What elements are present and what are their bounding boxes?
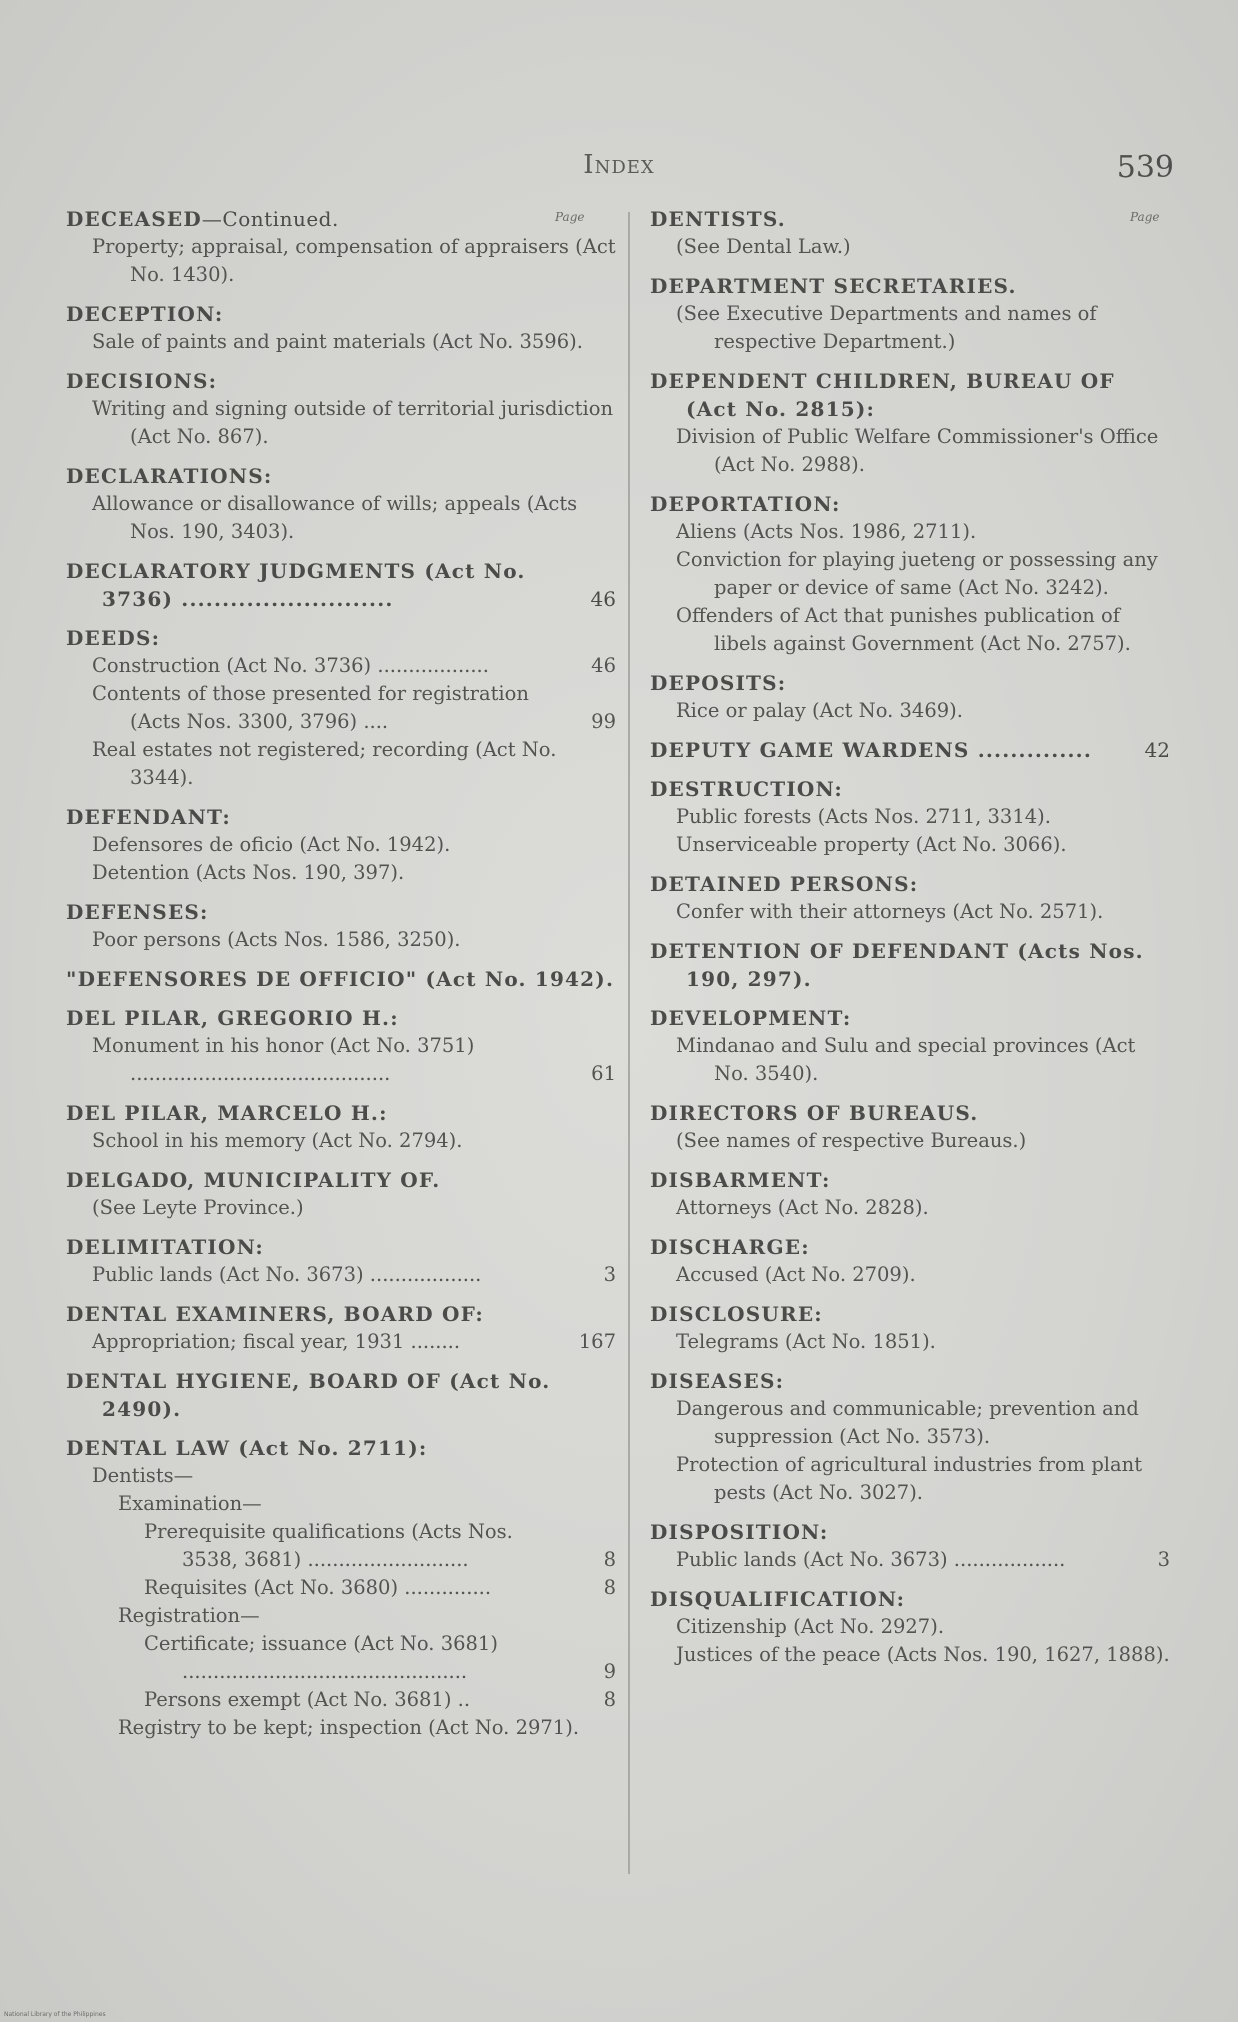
sub-entry	[66, 1032, 616, 1088]
sub-entry-text: Real estates not registered; recording (Act No. 3344).	[92, 738, 557, 789]
sub-entry	[66, 1574, 616, 1602]
entry-heading-text: DELGADO, MUNICIPALITY OF.	[66, 1168, 441, 1192]
entry-heading-text: DECEASED	[66, 207, 202, 231]
sub-entry-text: Public lands (Act No. 3673) ..................	[676, 1548, 1066, 1571]
page-ref: 8	[603, 1576, 616, 1599]
entry-heading-text: DENTAL HYGIENE, BOARD OF (Act No. 2490).	[66, 1369, 551, 1421]
entry-heading	[650, 1518, 1170, 1546]
sub-entry-text: Unserviceable property (Act No. 3066).	[676, 833, 1067, 856]
sub-entry-text: Public forests (Acts Nos. 2711, 3314).	[676, 805, 1051, 828]
entry-heading	[66, 462, 616, 490]
page-ref: 9	[603, 1660, 616, 1683]
index-entry	[650, 205, 1170, 261]
sub-entry	[66, 233, 616, 289]
entry-heading	[66, 965, 616, 993]
sub-entry	[650, 1127, 1170, 1155]
index-entry	[66, 205, 616, 289]
entry-heading	[66, 1099, 616, 1127]
sub-entry	[650, 423, 1170, 479]
entry-heading	[66, 1367, 616, 1423]
sub-entry-text: Mindanao and Sulu and special provinces (Act No. 3540).	[676, 1034, 1136, 1085]
index-entry	[650, 1166, 1170, 1222]
entry-heading	[66, 803, 616, 831]
sub-entry-text: Protection of agricultural industries from plant pests (Act No. 3027).	[676, 1453, 1143, 1504]
sub-entry	[650, 1613, 1170, 1641]
index-entry	[66, 1166, 616, 1222]
page-number: 539	[1116, 150, 1174, 185]
entry-heading-text: DEPUTY GAME WARDENS ..............	[650, 738, 1093, 762]
sub-entry	[650, 1641, 1170, 1669]
sub-entry-text: Persons exempt (Act No. 3681) ..	[144, 1688, 471, 1711]
index-entry	[650, 1004, 1170, 1088]
sub-entry-text: Confer with their attorneys (Act No. 2571).	[676, 900, 1104, 923]
sub-entry-text: Attorneys (Act No. 2828).	[676, 1196, 929, 1219]
index-entry	[66, 367, 616, 451]
column-divider	[628, 212, 630, 1874]
sub-entry-text: School in his memory (Act No. 2794).	[92, 1129, 463, 1152]
sub-entry	[66, 652, 616, 680]
entry-heading	[66, 205, 616, 233]
page-column-label-left: Page	[555, 210, 585, 224]
index-entry	[650, 1518, 1170, 1574]
entry-heading	[650, 937, 1170, 993]
footer-credit: National Library of the Philippines	[4, 2011, 106, 2018]
entry-heading-text: DECEPTION:	[66, 302, 224, 326]
entry-heading	[650, 1585, 1170, 1613]
sub-entry	[650, 546, 1170, 602]
index-entry	[650, 490, 1170, 658]
entry-heading	[66, 1004, 616, 1032]
sub-entry-text: Citizenship (Act No. 2927).	[676, 1615, 945, 1638]
sub-entry-text: (See Leyte Province.)	[92, 1196, 304, 1219]
sub-entry-text: Property; appraisal, compensation of appraisers (Act No. 1430).	[92, 235, 616, 286]
sub-entry	[66, 1630, 616, 1686]
sub-entry	[66, 1328, 616, 1356]
sub-entry-text: Aliens (Acts Nos. 1986, 2711).	[676, 520, 977, 543]
index-entry	[66, 624, 616, 792]
entry-heading	[650, 1367, 1170, 1395]
entry-heading	[650, 870, 1170, 898]
entry-heading-text: DEEDS:	[66, 626, 161, 650]
page-ref: 3	[603, 1263, 616, 1286]
entry-heading	[66, 300, 616, 328]
sub-entry	[66, 1261, 616, 1289]
entry-heading	[650, 490, 1170, 518]
page-column-label-right: Page	[1130, 210, 1160, 224]
sub-entry	[650, 803, 1170, 831]
sub-entry	[66, 1462, 616, 1490]
entry-heading-text: DISPOSITION:	[650, 1520, 829, 1544]
index-entry	[66, 803, 616, 887]
index-entry	[66, 965, 616, 993]
sub-entry	[66, 1127, 616, 1155]
index-entry	[650, 272, 1170, 356]
sub-entry-text: Offenders of Act that punishes publication of libels against Government (Act No. 2757).	[676, 604, 1131, 655]
entry-heading-text: DECLARATORY JUDGMENTS (Act No. 3736) ..........................	[66, 559, 526, 611]
index-entry	[650, 736, 1170, 764]
sub-entry-text: Conviction for playing jueteng or possessing any paper or device of same (Act No. 3242).	[676, 548, 1158, 599]
index-entry	[650, 1367, 1170, 1507]
index-entry	[66, 300, 616, 356]
entry-heading-text: DEPOSITS:	[650, 671, 787, 695]
sub-entry	[66, 1714, 616, 1742]
entry-heading	[66, 557, 616, 613]
index-entry	[66, 1099, 616, 1155]
page-ref: 46	[590, 587, 616, 611]
index-entry	[66, 557, 616, 613]
index-entry	[650, 937, 1170, 993]
page-ref: 61	[591, 1062, 616, 1085]
entry-heading	[650, 205, 1170, 233]
sub-entry	[650, 1194, 1170, 1222]
sub-entry	[66, 926, 616, 954]
entry-heading	[650, 1099, 1170, 1127]
entry-heading	[66, 1300, 616, 1328]
sub-entry-text: Division of Public Welfare Commissioner's Office (Act No. 2988).	[676, 425, 1159, 476]
entry-heading	[650, 775, 1170, 803]
sub-entry	[66, 1686, 616, 1714]
entry-heading-text: DEL PILAR, MARCELO H.:	[66, 1101, 388, 1125]
entry-heading-text: DEPENDENT CHILDREN, BUREAU OF (Act No. 2815):	[650, 369, 1115, 421]
sub-entry-text: Writing and signing outside of territorial jurisdiction (Act No. 867).	[92, 397, 614, 448]
entry-heading-text: DESTRUCTION:	[650, 777, 843, 801]
index-entry	[650, 775, 1170, 859]
sub-entry-text: Sale of paints and paint materials (Act No. 3596).	[92, 330, 583, 353]
sub-entry	[650, 233, 1170, 261]
sub-entry-text: Accused (Act No. 2709).	[676, 1263, 916, 1286]
sub-entry	[650, 1546, 1170, 1574]
sub-entry-text: Poor persons (Acts Nos. 1586, 3250).	[92, 928, 461, 951]
sub-entry-text: Requisites (Act No. 3680) ..............	[144, 1576, 492, 1599]
sub-entry-text: Public lands (Act No. 3673) ..................	[92, 1263, 482, 1286]
index-entry	[650, 367, 1170, 479]
entry-heading	[66, 624, 616, 652]
entry-heading-text: DEPORTATION:	[650, 492, 841, 516]
sub-entry-text: (See Dental Law.)	[676, 235, 851, 258]
index-entry	[650, 669, 1170, 725]
sub-entry	[650, 831, 1170, 859]
entry-heading	[650, 1166, 1170, 1194]
entry-heading	[650, 1004, 1170, 1032]
sub-entry	[66, 1194, 616, 1222]
page-ref: 3	[1157, 1548, 1170, 1571]
page-ref: 46	[591, 654, 616, 677]
entry-heading-text: DISCLOSURE:	[650, 1302, 823, 1326]
right-index-column	[650, 205, 1170, 1680]
entry-heading-text: DENTAL EXAMINERS, BOARD OF:	[66, 1302, 484, 1326]
entry-heading	[650, 1300, 1170, 1328]
entry-heading	[650, 1233, 1170, 1261]
sub-entry-text: Construction (Act No. 3736) ..................	[92, 654, 489, 677]
entry-heading-text: DISEASES:	[650, 1369, 785, 1393]
sub-entry	[650, 602, 1170, 658]
page-ref: 99	[591, 710, 616, 733]
entry-heading	[650, 736, 1170, 764]
entry-heading-text: DENTISTS.	[650, 207, 786, 231]
sub-entry-text: Certificate; issuance (Act No. 3681) ..............................................	[144, 1632, 498, 1683]
sub-entry-text: Allowance or disallowance of wills; appeals (Acts Nos. 190, 3403).	[92, 492, 578, 543]
entry-heading-text: DEFENDANT:	[66, 805, 232, 829]
running-head: Index	[583, 150, 655, 180]
index-entry	[650, 1300, 1170, 1356]
sub-entry-text: Monument in his honor (Act No. 3751) ..........................................	[92, 1034, 475, 1085]
index-entry	[66, 1004, 616, 1088]
sub-entry	[66, 1518, 616, 1574]
entry-heading-text: DEVELOPMENT:	[650, 1006, 852, 1030]
sub-entry	[650, 1395, 1170, 1451]
entry-heading	[66, 1166, 616, 1194]
sub-entry	[650, 518, 1170, 546]
index-entry	[66, 462, 616, 546]
sub-entry	[66, 1602, 616, 1630]
sub-entry-text: Rice or palay (Act No. 3469).	[676, 699, 963, 722]
entry-heading-text: DISCHARGE:	[650, 1235, 810, 1259]
entry-heading-text: DELIMITATION:	[66, 1235, 264, 1259]
index-entry	[650, 870, 1170, 926]
sub-entry	[650, 1328, 1170, 1356]
left-index-column	[66, 205, 616, 1753]
index-entry	[650, 1099, 1170, 1155]
entry-heading-text: DETAINED PERSONS:	[650, 872, 919, 896]
entry-heading	[66, 898, 616, 926]
sub-entry	[66, 395, 616, 451]
sub-entry	[66, 490, 616, 546]
entry-heading	[66, 1434, 616, 1462]
entry-heading-text: DENTAL LAW (Act No. 2711):	[66, 1436, 428, 1460]
sub-entry-text: Contents of those presented for registration (Acts Nos. 3300, 3796) ....	[92, 682, 529, 733]
sub-entry	[66, 680, 616, 736]
sub-entry	[650, 1451, 1170, 1507]
sub-entry-text: Registry to be kept; inspection (Act No. 2971).	[118, 1716, 580, 1739]
entry-heading	[650, 367, 1170, 423]
entry-heading-text: DETENTION OF DEFENDANT (Acts Nos. 190, 297).	[650, 939, 1144, 991]
sub-entry	[66, 736, 616, 792]
sub-entry	[66, 831, 616, 859]
page-ref: 42	[1144, 738, 1170, 762]
sub-entry	[66, 328, 616, 356]
entry-heading-text: DEL PILAR, GREGORIO H.:	[66, 1006, 399, 1030]
entry-heading-text: DIRECTORS OF BUREAUS.	[650, 1101, 979, 1125]
sub-entry	[650, 1261, 1170, 1289]
sub-entry-text: Dentists—	[92, 1464, 194, 1487]
entry-heading	[66, 1233, 616, 1261]
entry-heading-text: DECISIONS:	[66, 369, 218, 393]
sub-entry	[650, 697, 1170, 725]
index-entry	[650, 1585, 1170, 1669]
index-entry	[66, 1300, 616, 1356]
page-ref: 8	[603, 1688, 616, 1711]
index-entry	[66, 1233, 616, 1289]
entry-heading-text: DEFENSES:	[66, 900, 209, 924]
index-entry	[66, 1367, 616, 1423]
sub-entry-text: (See names of respective Bureaus.)	[676, 1129, 1027, 1152]
entry-heading	[650, 272, 1170, 300]
heading-continued: —Continued.	[201, 207, 339, 231]
index-entry	[66, 1434, 616, 1742]
page-ref: 167	[578, 1330, 616, 1353]
sub-entry	[66, 859, 616, 887]
sub-entry-text: Telegrams (Act No. 1851).	[676, 1330, 936, 1353]
entry-heading	[66, 367, 616, 395]
entry-heading	[650, 669, 1170, 697]
page-ref: 8	[603, 1548, 616, 1571]
entry-heading-text: DECLARATIONS:	[66, 464, 273, 488]
sub-entry-text: Examination—	[118, 1492, 262, 1515]
entry-heading-text: DISQUALIFICATION:	[650, 1587, 906, 1611]
sub-entry	[66, 1490, 616, 1518]
sub-entry	[650, 898, 1170, 926]
entry-heading-text: "DEFENSORES DE OFFICIO" (Act No. 1942).	[66, 967, 615, 991]
sub-entry-text: Justices of the peace (Acts Nos. 190, 1627, 1888).	[676, 1643, 1170, 1666]
sub-entry-text: Dangerous and communicable; prevention and suppression (Act No. 3573).	[676, 1397, 1139, 1448]
index-entry	[650, 1233, 1170, 1289]
sub-entry	[650, 1032, 1170, 1088]
entry-heading-text: DEPARTMENT SECRETARIES.	[650, 274, 1017, 298]
sub-entry-text: Appropriation; fiscal year, 1931 ........	[92, 1330, 461, 1353]
sub-entry-text: Registration—	[118, 1604, 260, 1627]
sub-entry-text: Prerequisite qualifications (Acts Nos. 3538, 3681) ..........................	[144, 1520, 513, 1571]
sub-entry	[650, 300, 1170, 356]
sub-entry-text: (See Executive Departments and names of respective Department.)	[676, 302, 1097, 353]
index-entry	[66, 898, 616, 954]
entry-heading-text: DISBARMENT:	[650, 1168, 831, 1192]
sub-entry-text: Detention (Acts Nos. 190, 397).	[92, 861, 405, 884]
sub-entry-text: Defensores de oficio (Act No. 1942).	[92, 833, 451, 856]
